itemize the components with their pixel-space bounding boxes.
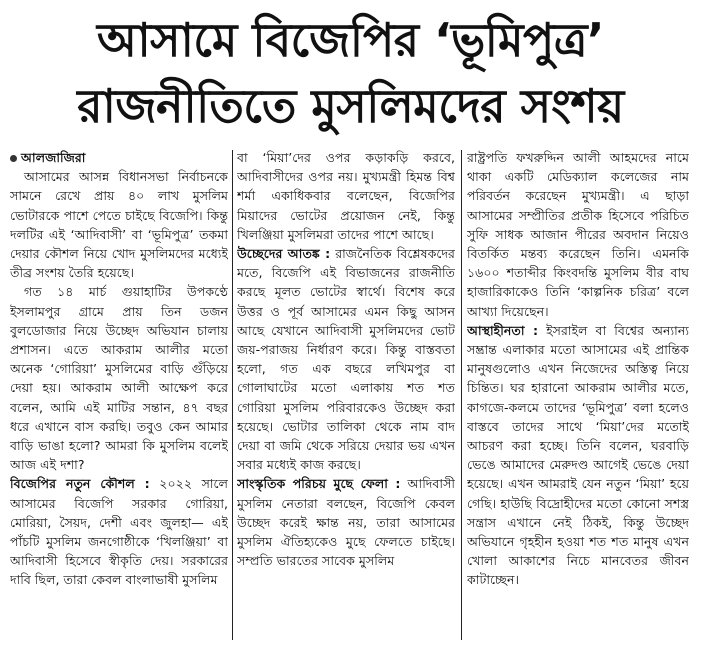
- paragraph: গত ১৪ মার্চ গুয়াহাটির উপকণ্ঠে ইসলামপুর গ্রামে প্রায় তিন ডজন বুলডোজার নিয়ে উচ্ছেদ অভিযান চালায় প্রশাসন। এতে আকরাম আলীর মতো অনেক ‘গোরিয়া’ মুসলিমের বাড়ি গুঁড়িয়ে দেয়া হয়। আকরাম আলী আক্ষেপ করে বলেন, আমি এই মাটির সন্তান, ৪৭ বছর ধরে এখানে বাস করছি। তবুও কেন আমার বাড়ি ভাঙা হলো? আমরা কি মুসলিম বলেই আজ এই দশা?: [10, 284, 228, 473]
- paragraph: আসামের আসন্ন বিধানসভা নির্বাচনকে সামনে রেখে প্রায় ৪০ লাখ মুসলিম ভোটারকে পাশে পেতে চাইছে বিজেপি। কিন্তু দলটির এই ‘আদিবাসী’ বা ‘ভূমিপুত্র’ তকমা দেয়ার কৌশল নিয়ে খোদ মুসলিমদের মধ্যেই তীব্র সংশয় তৈরি হয়েছে।: [10, 169, 228, 281]
- subheading: উচ্ছেদের আতঙ্ক :: [237, 246, 331, 262]
- paragraph-with-subhead: [10, 474, 228, 589]
- byline-text: আলজাজিরা: [21, 150, 86, 165]
- headline-line-2: রাজনীতিতে মুসলিমদের সংশয়: [77, 79, 624, 133]
- paragraph: বা ‘মিয়া’দের ওপর কড়াকড়ি করবে, আদিবাসীদের ওপর নয়। মুখ্যমন্ত্রী হিমন্ত বিশ্ব শর্মা একাধিকবার বলেছেন, বিজেপির মিয়াদের ভোটের প্রয়োজন নেই, কিন্তু খিলঞ্জিয়া মুসলিমরা তাদের পাশে আছে।: [237, 150, 455, 242]
- paragraph: রাষ্ট্রপতি ফখরুদ্দিন আলী আহমদের নামে থাকা একটি মেডিক্যাল কলেজের নাম পরিবর্তন করেছেন মুখ্যমন্ত্রী। এ ছাড়া আসামের সম্প্রীতির প্রতীক হিসেবে পরিচিত সুফি সাধক আজান পীরের অবদান নিয়েও বিতর্কিত মন্তব্য করেছেন তিনি। এমনকি ১৬০০ শতাব্দীর কিংবদন্তি মুসলিম বীর বাঘ হাজারিকাকেও তিনি ‘কাল্পনিক চরিত্র’ বলে আখ্যা দিয়েছেন।: [467, 150, 689, 319]
- article-column-1: [10, 148, 228, 644]
- paragraph-text: আদিবাসী মুসলিম নেতারা বলছেন, বিজেপি কেবল উচ্ছেদ করেই ক্ষান্ত নয়, তারা আসামের মুসলিম ঐতিহ্যকেও মুছে ফেলতে চাইছে। সম্প্রতি ভারতের সাবেক মুসলিম: [237, 476, 455, 569]
- paragraph-text: ২০২২ সালে আসামের বিজেপি সরকার গোরিয়া, মোরিয়া, সৈয়দ, দেশী এবং জুলহা— এই পাঁচটি মুসলিম জনগোষ্ঠীকে ‘খিলঞ্জিয়া’ বা আদিবাসী হিসেবে স্বীকৃতি দেয়। সরকারের দাবি ছিল, তারা কেবল বাংলাভাষী মুসলিম: [10, 476, 228, 588]
- subheading: সাংস্কৃতিক পরিচয় মুছে ফেলা :: [237, 476, 401, 492]
- paragraph-text: রাজনৈতিক বিশ্লেষকদের মতে, বিজেপি এই বিভাজনের রাজনীতি করছে মূলত ভোটের স্বার্থে। বিশেষ করে উত্তর ও পূর্ব আসামের এমন কিছু আসন আছে যেখানে আদিবাসী মুসলিমদের ভোট জয়-পরাজয় নির্ধারণ করে। কিন্তু বাস্তবতা হলো, গত এক বছরে লখিমপুর বা গোলাঘাটের মতো এলাকায় শত শত গোরিয়া মুসলিম পরিবারকেও উচ্ছেদ করা হয়েছে। ভোটার তালিকা থেকে নাম বাদ দেয়া বা জমি থেকে সরিয়ে দেয়ার ভয় এখন সবার মধ্যেই কাজ করছে।: [237, 246, 455, 473]
- headline-line-1: আসামে বিজেপির ‘ভূমিপুত্র’: [97, 13, 604, 67]
- article-column-3: [467, 148, 689, 644]
- paragraph-text: ইসরাইল বা বিশ্বের অন্যান্য সম্ভ্রান্ত এলাকার মতো আসামের এই প্রান্তিক মানুষগুলোও এখন নিজেদের অস্তিত্ব নিয়ে চিন্তিত। ঘর হারানো আকরাম আলীর মতে, কাগজে-কলমে তাদের ‘ভূমিপুত্র’ বলা হলেও বাস্তবে তাদের সাথে ‘মিয়া’দের মতোই আচরণ করা হচ্ছে। তিনি বলেন, ঘরবাড়ি ভেঙে আমাদের মেরুদণ্ড আগেই ভেঙে দেয়া হয়েছে। এখন আমরাই যেন নতুন ‘মিয়া’ হয়ে গেছি। হাউছি বিদ্রোহীদের মতো কোনো সশস্ত্র সন্ত্রাস এখানে নেই ঠিকই, কিন্তু উচ্ছেদ অভিযানে গৃহহীন হওয়া শত শত মানুষ এখন খোলা আকাশের নিচে মানবেতর জীবন কাটাচ্ছেন।: [467, 322, 689, 588]
- subheading: বিজেপির নতুন কৌশল :: [10, 476, 150, 492]
- paragraph-with-subhead: [237, 474, 455, 570]
- subheading: আস্থাহীনতা :: [467, 322, 538, 338]
- byline: [10, 148, 228, 167]
- paragraph-with-subhead: [237, 244, 455, 474]
- paragraph-with-subhead: [467, 321, 689, 590]
- article-column-2: [237, 148, 455, 644]
- bullet-icon: [10, 155, 17, 162]
- column-divider-2: [461, 150, 462, 640]
- column-divider-1: [232, 150, 233, 640]
